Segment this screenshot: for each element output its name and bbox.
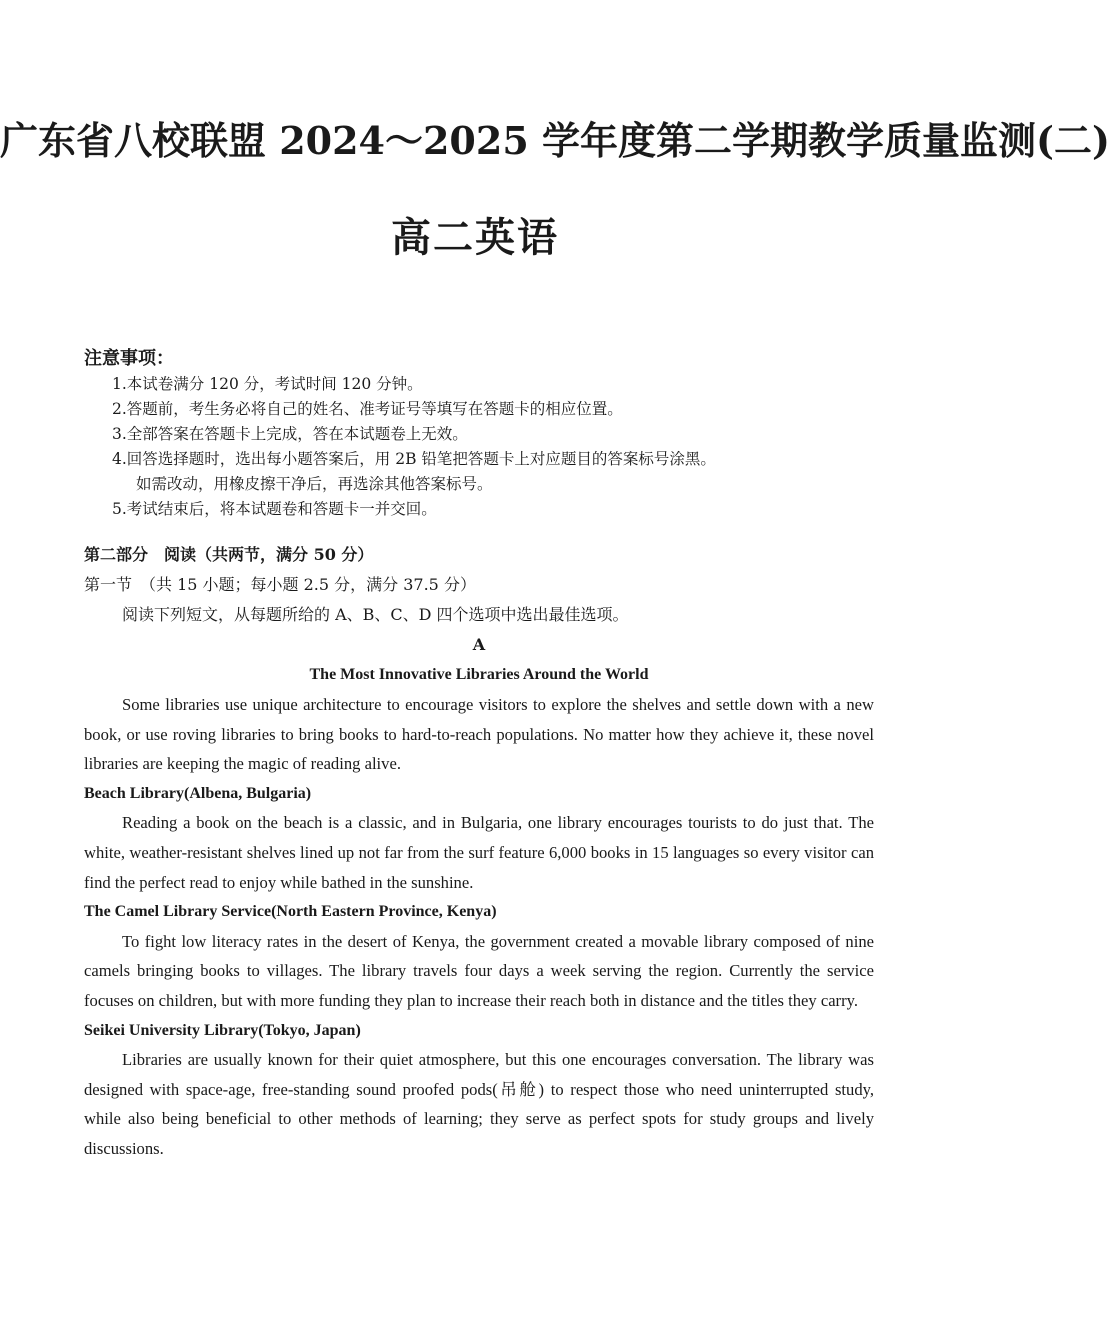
notes-heading: 注意事项： <box>84 348 174 369</box>
reading-section <box>84 540 874 1164</box>
library-heading: Beach Library(Albena, Bulgaria) <box>84 784 312 802</box>
library-heading: The Camel Library Service(North Eastern Province, Kenya) <box>84 903 497 921</box>
section-instruction: 阅读下列短文，从每题所给的 A、B、C、D 四个选项中选出最佳选项。 <box>122 605 629 624</box>
exam-title: 广东省八校联盟 2024～2025 学年度第二学期教学质量监测(二) <box>0 118 1110 163</box>
passage-title: The Most Innovative Libraries Around the World <box>309 666 649 683</box>
note-item-continuation: 如需改动，用橡皮擦干净后，再选涂其他答案标号。 <box>136 475 493 493</box>
passage-intro: Some libraries use unique architecture to encourage visitors to explore the shelves and settle down with a new book, or use roving libraries to bring books to hard-to-reach populations. No matter how they achieve it, these novel libraries are keeping the magic of reading alive. <box>84 695 874 774</box>
library-text: Libraries are usually known for their quiet atmosphere, but this one encourages conversation. The library was designed with space-age, free-standing sound proofed pods(吊舱) to respect those who need uninterrupted study, while also being beneficial to other methods of learning; they serve as perfect spots for study groups and lively discussions. <box>84 1050 874 1158</box>
subject-title: 高二英语 <box>391 215 559 261</box>
note-item: 4.回答选择题时，选出每小题答案后，用 2B 铅笔把答题卡上对应题目的答案标号涂黑。 <box>112 450 716 468</box>
library-heading: Seikei University Library(Tokyo, Japan) <box>84 1021 361 1039</box>
note-item: 5.考试结束后，将本试题卷和答题卡一并交回。 <box>112 500 437 518</box>
note-item: 3.全部答案在答题卡上完成，答在本试题卷上无效。 <box>112 425 468 443</box>
passage-letter: A <box>472 635 486 654</box>
library-text: Reading a book on the beach is a classic, and in Bulgaria, one library encourages tourists to do just that. The white, weather-resistant shelves lined up not far from the surf feature 6,000 books in 15 languages so every visitor can find the perfect read to enjoy while bathed in the sunshine. <box>84 813 874 892</box>
section-subsection-heading: 第一节 （共 15 小题；每小题 2.5 分，满分 37.5 分） <box>84 575 476 594</box>
notes-block <box>84 344 884 522</box>
section-part-heading: 第二部分 阅读（共两节，满分 50 分） <box>84 545 374 564</box>
note-item: 2.答题前，考生务必将自己的姓名、准考证号等填写在答题卡的相应位置。 <box>112 400 623 418</box>
note-item: 1.本试卷满分 120 分，考试时间 120 分钟。 <box>112 375 423 393</box>
library-text: To fight low literacy rates in the desert of Kenya, the government created a movable library composed of nine camels bringing books to villages. The library travels four days a week serving the region. Currently the service focuses on children, but with more funding they plan to increase their reach both in distance and the titles they carry. <box>84 931 874 1010</box>
